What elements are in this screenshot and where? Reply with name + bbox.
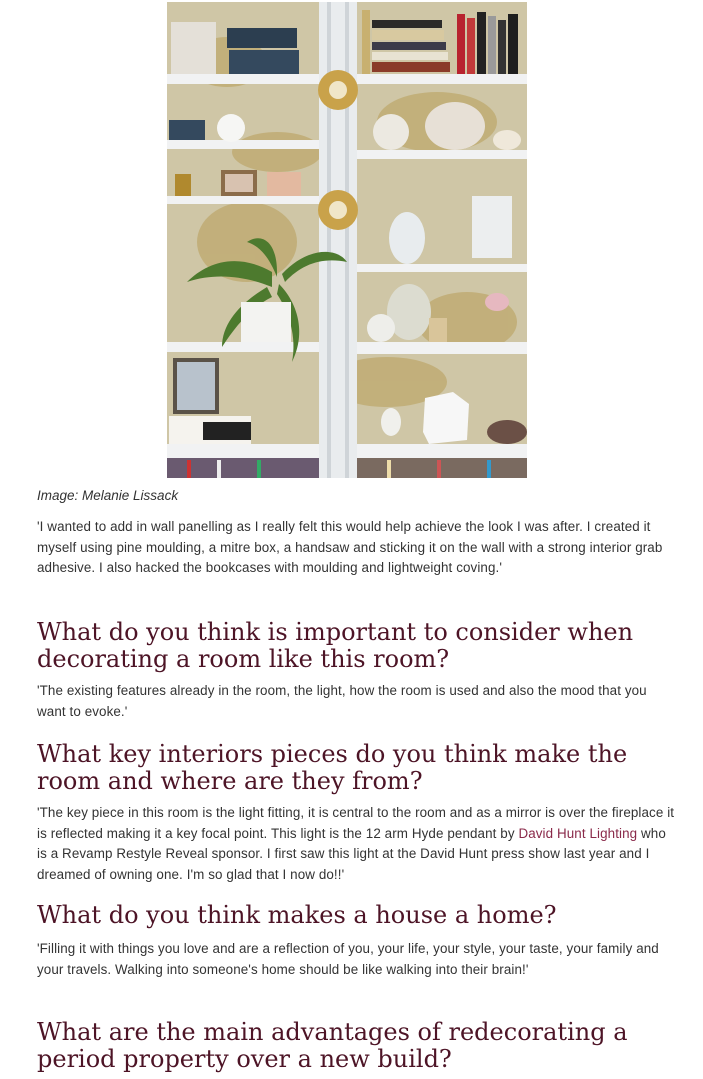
section-answer-considerations: 'The existing features already in the room, the light, how the room is used and also the mood that you want to evoke.': [37, 683, 647, 719]
section-heading-house-home: What do you think makes a house a home?: [37, 901, 557, 929]
answer-text-end: who is a Revamp Restyle Reveal sponsor. I first saw this light at the David Hunt press show last year and I dreamed of owning one. I'm so glad that I now do!!': [37, 825, 666, 882]
intro-paragraph: 'I wanted to add in wall panelling as I really felt this would help achieve the look I was after. I created it myself using pine moulding, a mitre box, a handsaw and sticking it on the wall with a strong interior grab adhesive. I also hacked the bookcases with moulding and lightweight coving.': [37, 519, 663, 575]
section-heading-key-pieces: What key interiors pieces do you think make the room and where are they from?: [37, 740, 628, 795]
section-answer-key-pieces: [37, 803, 677, 885]
image-caption: Image: Melanie Lissack: [37, 488, 179, 503]
section-heading-period-property: What are the main advantages of redecorating a period property over a new build?: [37, 1018, 628, 1073]
article-photo-bookshelves: [167, 2, 527, 478]
david-hunt-lighting-link[interactable]: David Hunt Lighting: [518, 825, 638, 841]
section-heading-considerations: What do you think is important to consider when decorating a room like this room?: [37, 618, 634, 673]
section-answer-house-home: 'Filling it with things you love and are a reflection of you, your life, your style, your taste, your family and your travels. Walking into someone's home should be like walking into their brain!': [37, 941, 659, 977]
answer-text-start: 'The key piece in this room is the light fitting, it is central to the room and as a mirror is over the fireplace it is reflected making it a key focal point. This light is the 12 arm Hyde pendant by: [37, 805, 675, 841]
